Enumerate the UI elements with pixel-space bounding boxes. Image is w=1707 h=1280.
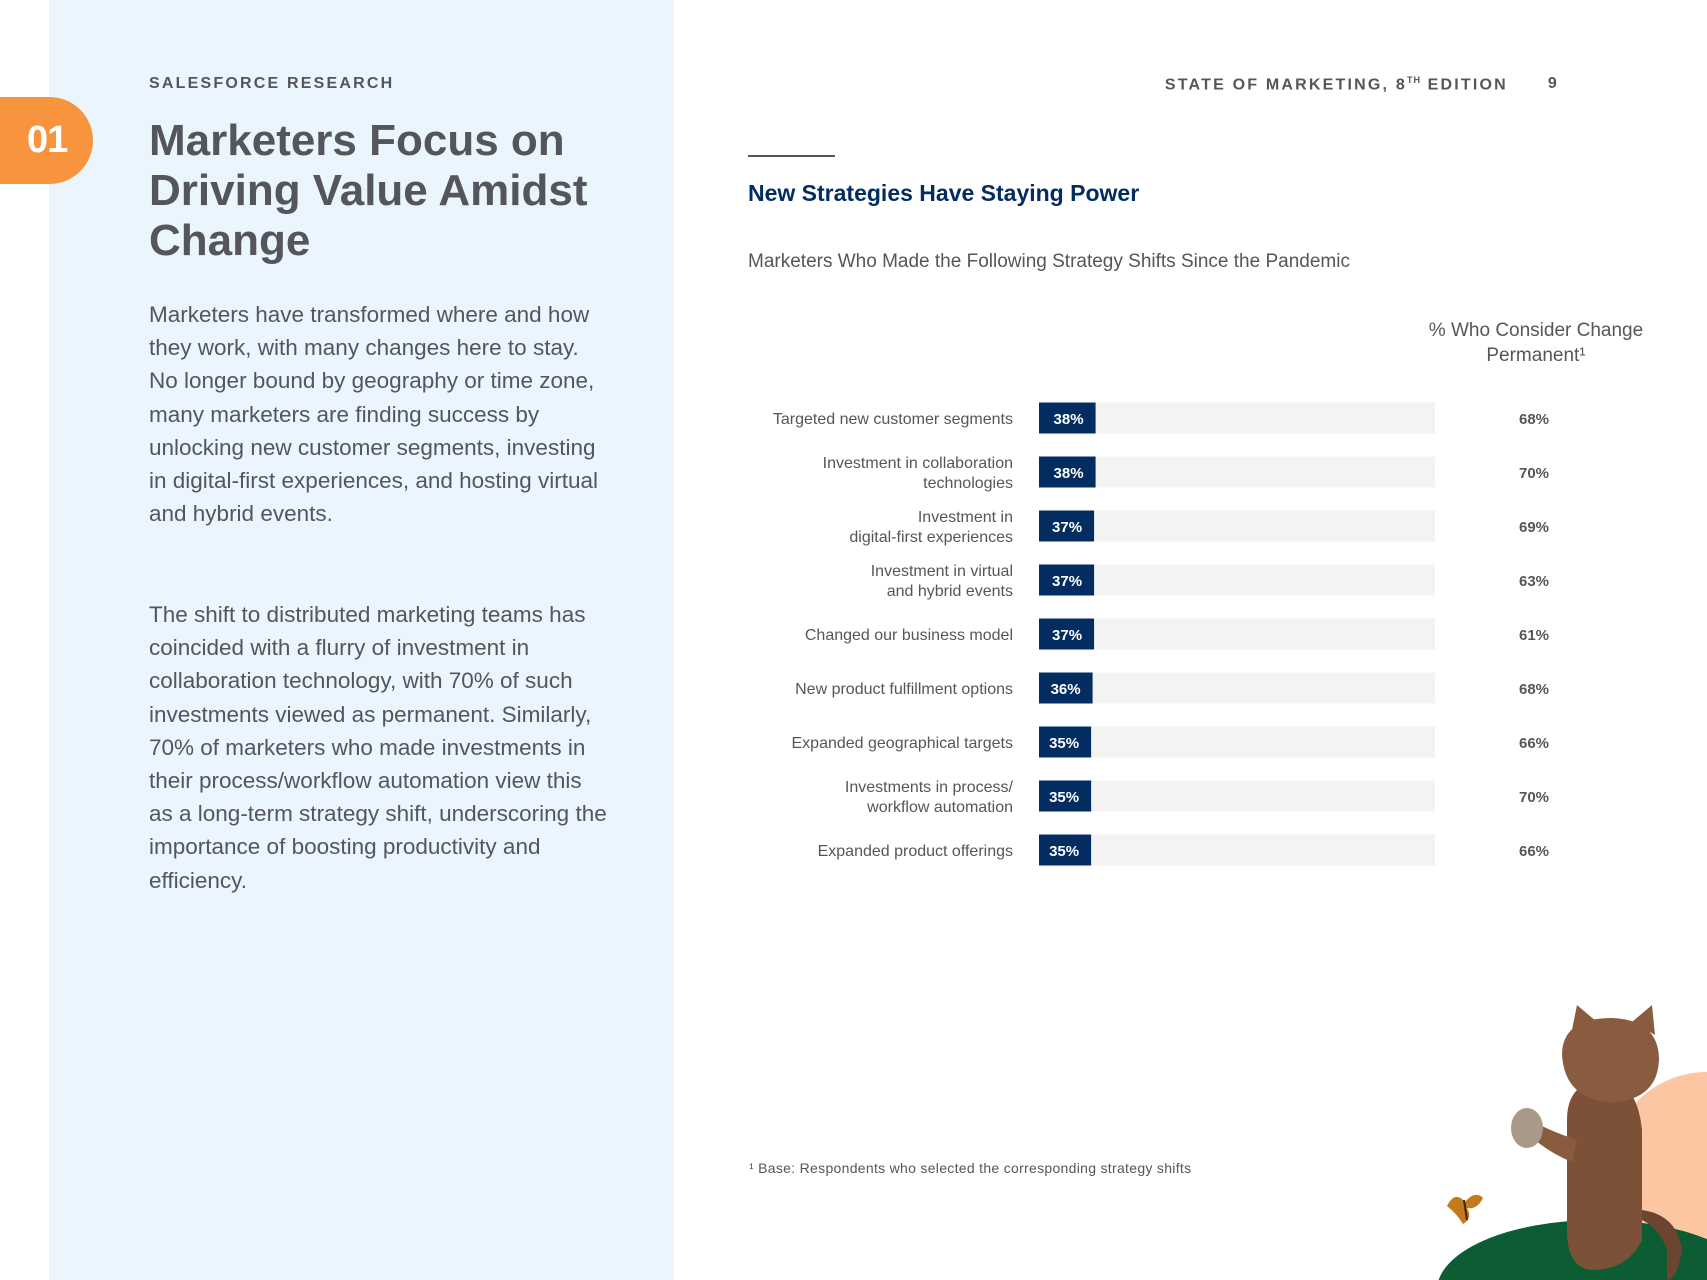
mascot-illustration (1427, 1000, 1707, 1280)
permanent-value-label: 69% (1518, 519, 1550, 536)
bar-track (1039, 835, 1435, 866)
permanent-value-label: 68% (1518, 681, 1550, 698)
page-number: 9 (1547, 75, 1559, 92)
bar-value-label: 38% (1053, 411, 1084, 428)
body-paragraph-2: The shift to distributed marketing teams has coincided with a flurry of investment in collaboration technology, with 70% of such investments viewed as permanent. Similarly, 70% of marketers who made investments in their process/workflow automation view this as a long-term strategy shift, underscoring the importance of boosting productivity and efficiency. (149, 602, 607, 893)
mascot-head-shape (1562, 1018, 1659, 1102)
butterfly-icon (1447, 1195, 1483, 1224)
mascot-body-shape (1567, 1080, 1642, 1270)
bar-value-label: 35% (1049, 789, 1080, 806)
body-paragraph-1: Marketers have transformed where and how they work, with many changes here to stay. No longer bound by geography or time zone, many marketers are finding success by unlocking new customer segments, investing in digital-first experiences, and hosting virtual and hybrid events. (149, 302, 598, 527)
bar-track (1039, 403, 1435, 434)
title-rule (748, 155, 835, 157)
bar-chart (740, 390, 1680, 890)
permanent-value-label: 70% (1518, 789, 1550, 806)
mascot-paw-shape (1511, 1108, 1543, 1148)
permanent-value-label: 61% (1518, 627, 1550, 644)
bar-value-label: 38% (1053, 465, 1084, 482)
bar-track (1039, 727, 1435, 758)
bar-track (1039, 565, 1435, 596)
bar-track (1039, 511, 1435, 542)
category-label: New product fulfillment options (795, 681, 1013, 698)
category-label: Investment in virtual and hybrid events (870, 563, 1013, 600)
chart-title: New Strategies Have Staying Power (748, 180, 1140, 206)
bar-value-label: 35% (1049, 735, 1080, 752)
category-label: Expanded geographical targets (791, 735, 1013, 752)
footnote: ¹ Base: Respondents who selected the corresponding strategy shifts (749, 1160, 1192, 1176)
category-label: Investment in digital-first experiences (849, 509, 1013, 546)
category-label: Investment in collaboration technologies (822, 455, 1013, 492)
category-label: Targeted new customer segments (772, 411, 1013, 428)
category-label: Expanded product offerings (817, 843, 1013, 860)
category-label: Investments in process/ workflow automation (844, 779, 1013, 816)
permanent-value-label: 63% (1518, 573, 1550, 590)
bar-value-label: 36% (1050, 681, 1081, 698)
page-title: Marketers Focus on Driving Value Amidst Change (149, 116, 588, 265)
permanent-value-label: 66% (1518, 735, 1550, 752)
bar-track (1039, 781, 1435, 812)
bar-track (1039, 619, 1435, 650)
eyebrow-label: SALESFORCE RESEARCH (149, 75, 395, 92)
bar-track (1039, 457, 1435, 488)
running-header (1165, 75, 1559, 94)
bar-value-label: 37% (1052, 573, 1083, 590)
bar-value-label: 35% (1049, 843, 1080, 860)
bar-value-label: 37% (1052, 519, 1083, 536)
bar-track (1039, 673, 1435, 704)
publication-title: STATE OF MARKETING, 8TH EDITION (1164, 75, 1508, 94)
permanent-value-label: 66% (1518, 843, 1550, 860)
permanent-value-label: 70% (1518, 465, 1550, 482)
permanent-column-header: % Who Consider Change Permanent¹ (1428, 320, 1644, 366)
bar-value-label: 37% (1052, 627, 1083, 644)
category-label: Changed our business model (804, 627, 1013, 644)
section-number-badge: 01 (0, 97, 93, 184)
permanent-value-label: 68% (1518, 411, 1550, 428)
chart-subtitle: Marketers Who Made the Following Strategy Shifts Since the Pandemic (748, 251, 1350, 272)
